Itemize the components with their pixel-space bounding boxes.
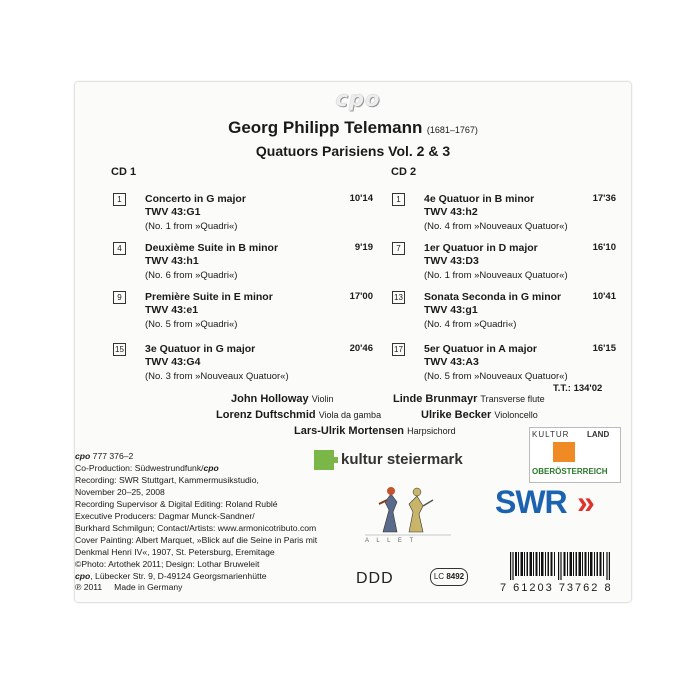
ddd-mark: DDD (356, 570, 394, 587)
musicians-illustration-icon (363, 482, 453, 538)
performer-instrument: Violin (311, 394, 334, 404)
track-source: (No. 5 from »Nouveaux Quatuor«) (424, 371, 568, 382)
track-catalog: TWV 43:h1 (145, 255, 199, 267)
track-title: 1er Quatuor in D major (424, 242, 538, 254)
track-catalog: TWV 43:A3 (424, 356, 479, 368)
photo-line: ©Photo: Artothek 2011; Design: Lothar Bruweleit (75, 559, 260, 569)
supervisor-line: Recording Supervisor & Digital Editing: Roland Rublé (75, 499, 278, 509)
performer-instrument: Violoncello (494, 410, 538, 420)
cd1-track (113, 291, 373, 347)
album-title: Quatuors Parisiens Vol. 2 & 3 (255, 143, 451, 159)
coproduction-line: Co-Production: Südwestrundfunk/cpo (75, 463, 219, 473)
performer-name: Linde Brunmayr (393, 393, 478, 405)
ensemble-logo: A L L E T (363, 482, 453, 552)
track-title: 4e Quatuor in B minor (424, 193, 535, 205)
track-title: Concerto in G major (145, 193, 246, 205)
label-code: LC 8492 (430, 568, 468, 586)
track-duration: 17'36 (592, 193, 616, 204)
cd2-track (392, 242, 616, 298)
track-number: 15 (113, 343, 126, 356)
performer-instrument: Transverse flute (480, 394, 545, 404)
performer (294, 425, 456, 437)
composer-dates: (1681–1767) (426, 125, 478, 135)
cpo-logo: cpo (335, 87, 381, 111)
cd1-track (113, 193, 373, 249)
track-number: 1 (113, 193, 126, 206)
barcode-number: 7 61203 73762 8 (500, 582, 613, 594)
performer (393, 393, 545, 405)
cd2-heading: CD 2 (391, 166, 417, 178)
performer-name: Lars-Ulrik Mortensen (294, 425, 405, 437)
performer-name: Lorenz Duftschmid (216, 409, 316, 421)
cover-line: Cover Painting: Albert Marquet, »Blick auf die Seine in Paris mit (75, 535, 318, 545)
track-catalog: TWV 43:D3 (424, 255, 479, 267)
address-line: cpo, Lübecker Str. 9, D-49124 Georgsmarienhütte (75, 571, 267, 581)
track-source: (No. 6 from »Quadri«) (145, 270, 238, 281)
track-number: 9 (113, 291, 126, 304)
track-title: 5er Quatuor in A major (424, 343, 537, 355)
track-duration: 16'15 (592, 343, 616, 354)
cd2-track (392, 291, 616, 347)
performer-instrument: Viola da gamba (318, 410, 382, 420)
swr-chevron-icon: » (577, 484, 589, 520)
track-number: 13 (392, 291, 405, 304)
performer (421, 409, 538, 421)
track-duration: 10'14 (349, 193, 373, 204)
track-source: (No. 4 from »Nouveaux Quatuor«) (424, 221, 568, 232)
swr-logo: SWR » (495, 484, 589, 520)
cd1-track (113, 242, 373, 298)
track-catalog: TWV 43:e1 (145, 304, 199, 316)
track-catalog: TWV 43:g1 (424, 304, 478, 316)
made-in: Made in Germany (114, 582, 183, 592)
track-catalog: TWV 43:G4 (145, 356, 201, 368)
track-source: (No. 3 from »Nouveaux Quatuor«) (145, 371, 289, 382)
track-title: Sonata Seconda in G minor (424, 291, 562, 303)
performer-name: John Holloway (231, 393, 309, 405)
total-time: T.T.: 134'02 (553, 383, 603, 394)
track-title: Deuxième Suite in B minor (145, 242, 279, 254)
barcode-icon (510, 552, 610, 580)
recording-line: Recording: SWR Stuttgart, Kammermusikstudio, (75, 475, 259, 485)
track-catalog: TWV 43:h2 (424, 206, 478, 218)
track-source: (No. 4 from »Quadri«) (424, 319, 517, 330)
composer-name: Georg Philipp Telemann (228, 118, 423, 137)
track-duration: 10'41 (592, 291, 616, 302)
cd1-track (113, 343, 373, 399)
track-source: (No. 1 from »Nouveaux Quatuor«) (424, 270, 568, 281)
performer (216, 409, 381, 421)
catalog-number: 777 376–2 (92, 451, 134, 461)
cd2-track (392, 193, 616, 249)
track-duration: 20'46 (349, 343, 373, 354)
producers-line: Executive Producers: Dagmar Munck-Sandner/ (75, 511, 255, 521)
track-duration: 16'10 (592, 242, 616, 253)
composer-line (75, 118, 631, 138)
track-source: (No. 1 from »Quadri«) (145, 221, 238, 232)
producers-line-2: Burkhard Schmilgun; Contact/Artists: www.armonicotributo.com (75, 523, 317, 533)
track-number: 17 (392, 343, 405, 356)
kultur-land-logo: KULTUR LAND OBERÖSTERREICH (529, 427, 619, 481)
track-title: 3e Quatuor in G major (145, 343, 256, 355)
back-cover (75, 82, 631, 602)
performer-name: Ulrike Becker (421, 409, 492, 421)
cd1-heading: CD 1 (111, 166, 137, 178)
cover-line-2: Denkmal Henri IV«, 1907, St. Petersburg, Eremitage (75, 547, 275, 557)
copyright-line (75, 582, 182, 592)
track-duration: 9'19 (354, 242, 373, 253)
track-number: 7 (392, 242, 405, 255)
track-number: 4 (113, 242, 126, 255)
performer (231, 393, 334, 405)
performer-instrument: Harpsichord (407, 426, 456, 436)
cpo-label: cpo (75, 451, 91, 461)
track-source: (No. 5 from »Quadri«) (145, 319, 238, 330)
green-square-icon (314, 450, 334, 470)
orange-square-icon (553, 442, 575, 462)
track-duration: 17'00 (349, 291, 373, 302)
track-number: 1 (392, 193, 405, 206)
kultur-steiermark-logo: kultur steiermark (314, 450, 472, 472)
track-catalog: TWV 43:G1 (145, 206, 201, 218)
track-title: Première Suite in E minor (145, 291, 273, 303)
copyright: ℗ 2011 (75, 582, 103, 592)
recording-dates: November 20–25, 2008 (75, 487, 165, 497)
